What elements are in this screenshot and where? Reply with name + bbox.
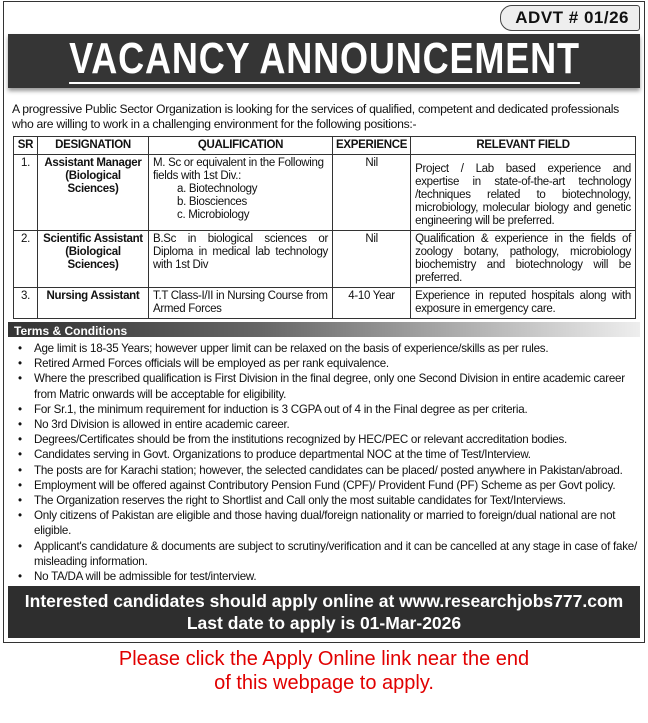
qualification-text: M. Sc or equivalent in the Following fields with 1st Div.: [153, 157, 324, 182]
intro-text: A progressive Public Sector Organization is looking for the services of qualified, competent and dedicated professionals who are willing to work in a challenging environment for the following positions:- [12, 102, 619, 131]
term-item: • Employment will be offered against Contributory Pension Fund (CPF)/ Provident Fund (PF) Scheme as per Govt policy. [12, 478, 640, 493]
term-item: • Where the prescribed qualification is First Division in the final degree, only one Second Division in entire academic career from Matric onwards will be acceptable for eligibility. [12, 371, 640, 401]
cell-relevant-field: Qualification & experience in the fields of zoology botany, pathology, microbiology biochemistry and biotechnology will be preferred. [411, 231, 636, 288]
term-item: • For Sr.1, the minimum requirement for induction is 3 CGPA out of 4 in the Final degree as per criteria. [12, 402, 640, 417]
term-item: • The posts are for Karachi station; however, the selected candidates can be placed/ posted anywhere in Pakistan/abroad. [12, 463, 640, 478]
term-item: • Candidates serving in Govt. Organizations to produce departmental NOC at the time of Test/Interview. [12, 447, 640, 462]
cell-relevant-field: Project / Lab based experience and expertise in state-of-the-art technology /techniques related to biotechnology, microbiology, molecular biology and genetic engineering will be preferred. [411, 155, 636, 231]
apply-box [8, 586, 640, 638]
table-row [14, 231, 636, 288]
terms-title: Terms & Conditions [14, 324, 128, 338]
cell-qualification [149, 155, 333, 231]
notice-line: Please click the Apply Online link near the end [118, 648, 530, 671]
cell-experience: Nil [333, 231, 411, 288]
field-item: a. Biotechnology [177, 183, 258, 195]
cell-qualification: B.Sc in biological sciences or Diploma in medical lab technology with 1st Div [149, 231, 333, 288]
term-item: • Applicant's candidature & documents are subject to scrutiny/verification and it can be cancelled at any stage in case of fake/ misleading information. [12, 539, 640, 569]
header-qualification: QUALIFICATION [149, 137, 333, 155]
cell-designation: Assistant Manager (Biological Sciences) [38, 155, 149, 231]
table-row [14, 288, 636, 319]
title-banner [8, 34, 640, 88]
term-item: • Age limit is 18-35 Years; however upper limit can be relaxed on the basis of experience/skills as per rules. [12, 341, 640, 356]
field-item: c. Microbiology [177, 209, 250, 221]
term-item: • Retired Armed Forces officials will be employed as per rank equivalence. [12, 356, 640, 371]
term-item: • No TA/DA will be admissible for test/interview. [12, 569, 640, 584]
cell-designation: Nursing Assistant [38, 288, 149, 319]
cell-experience: 4-10 Year [333, 288, 411, 319]
header-designation: DESIGNATION [38, 137, 149, 155]
table-row [14, 155, 636, 231]
terms-list [12, 341, 640, 584]
cell-sr: 3. [14, 288, 38, 319]
header-relevant-field: RELEVANT FIELD [411, 137, 636, 155]
apply-notice [0, 647, 648, 695]
term-item: • Only citizens of Pakistan are eligible and those having dual/foreign nationality or married to foreign/dual national are not eligible. [12, 508, 640, 538]
cell-sr: 2. [14, 231, 38, 288]
term-item: • The Organization reserves the right to Shortlist and Call only the most suitable candidates for Text/Interviews. [12, 493, 640, 508]
term-item: • No 3rd Division is allowed in entire academic career. [12, 417, 640, 432]
cell-designation: Scientific Assistant (Biological Sciences) [38, 231, 149, 288]
terms-header [8, 322, 640, 337]
last-date-text: Last date to apply is 01-Mar-2026 [186, 613, 462, 634]
advt-number: ADVT # 01/26 [500, 5, 640, 31]
cell-relevant-field: Experience in reputed hospitals along with exposure in emergency care. [411, 288, 636, 319]
field-item: b. Biosciences [177, 196, 247, 208]
cell-qualification: T.T Class-I/II in Nursing Course from Armed Forces [149, 288, 333, 319]
header-experience: EXPERIENCE [333, 137, 411, 155]
cell-sr: 1. [14, 155, 38, 231]
page-title: VACANCY ANNOUNCEMENT [68, 34, 580, 83]
term-item: • Degrees/Certificates should be from the institutions recognized by HEC/PEC or relevant accreditation bodies. [12, 432, 640, 447]
header-sr: SR [14, 137, 38, 155]
ad-frame [3, 1, 645, 643]
notice-line: of this webpage to apply. [214, 672, 434, 695]
cell-experience: Nil [333, 155, 411, 231]
table-header-row [14, 137, 636, 155]
vacancy-table [13, 136, 636, 319]
apply-online-text: Interested candidates should apply online at www.researchjobs777.com [24, 591, 624, 612]
